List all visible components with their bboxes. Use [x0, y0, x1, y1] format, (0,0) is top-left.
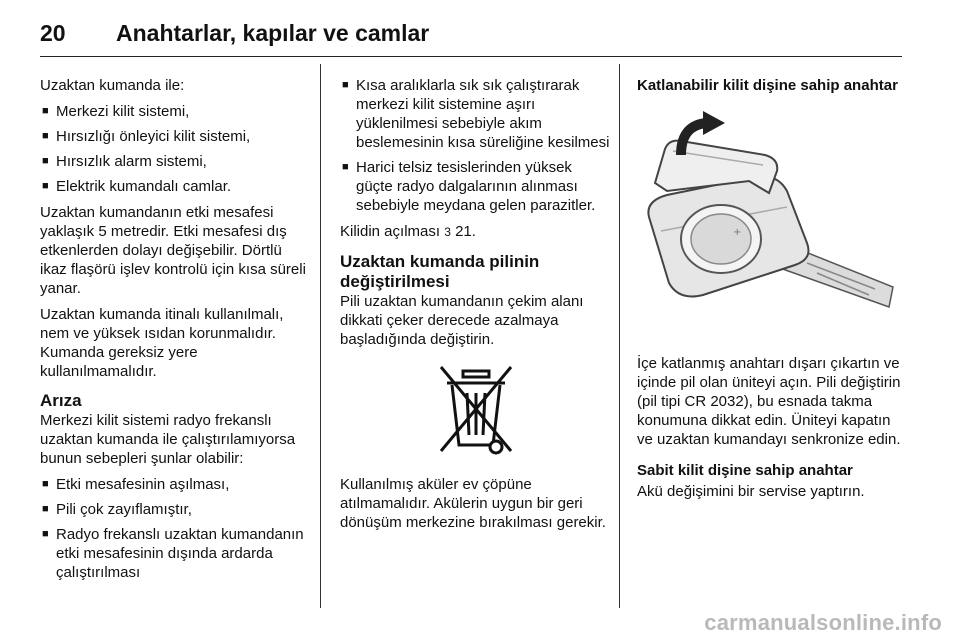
battery-heading: Uzaktan kumanda pilinin değiştirilmesi [340, 252, 540, 291]
fixed-key-heading: Sabit kilit dişine sahip anahtar [637, 462, 853, 479]
column-3 [637, 76, 907, 508]
fault-paragraph: Merkezi kilit sistemi radyo frekanslı uzaktan kumanda ile çalıştırılamıyorsa bunun sebepleri şunlar olabilir: [40, 412, 296, 467]
fault-heading: Arıza [40, 391, 82, 410]
list-item: ■ Pili çok zayıflamıştır, [40, 500, 312, 519]
unlock-reference [340, 222, 612, 242]
battery-paragraph: Pili uzaktan kumandanın çekim alanı dikkati çeker derecede azalmaya başladığında değiştirin. [340, 293, 584, 348]
list-item: ■ Radyo frekanslı uzaktan kumandanın etki mesafesinin dışında ardarda çalıştırılması [40, 525, 312, 582]
list-item: ■ Etki mesafesinin aşılması, [40, 475, 312, 494]
list-item: ■ Harici telsiz tesislerinden yüksek güçte radyo dalgalarının alınması sebebiyle meydana gelen parazitler. [340, 158, 612, 215]
remote-functions-list [40, 102, 312, 196]
column-1 [40, 76, 312, 589]
crossed-out-bin-icon [437, 363, 515, 459]
list-item: ■ Merkezi kilit sistemi, [40, 102, 312, 121]
page-header [40, 16, 902, 57]
svg-text:+: + [733, 227, 742, 238]
unlock-page-link[interactable]: 21. [455, 223, 476, 240]
care-paragraph: Uzaktan kumanda itinalı kullanılmalı, nem ve yüksek ısıdan korunmalıdır. Kumanda gereksiz yere kullanılmamalıdır. [40, 306, 284, 380]
folding-key-illustration [637, 111, 901, 333]
unlock-text: Kilidin açılması [340, 223, 441, 240]
page-number: 20 [40, 20, 66, 46]
column-2 [340, 76, 612, 539]
watermark: carmanualsonline.info [704, 610, 942, 635]
remote-intro: Uzaktan kumanda ile: [40, 77, 185, 94]
disposal-paragraph: Kullanılmış aküler ev çöpüne atılmamalıdır. Akülerin uygun bir geri dönüşüm merkezine bırakılması gerekir. [340, 476, 606, 531]
fixed-key-paragraph: Akü değişimini bir servise yaptırın. [637, 483, 865, 500]
bin-figure [340, 363, 612, 459]
column-divider-2 [619, 64, 620, 608]
list-item: ■ Kısa aralıklarla sık sık çalıştırarak merkezi kilit sistemine aşırı yüklenilmesi sebebiyle akım beslemesinin kısa süreliğine kesilmesi [340, 76, 612, 152]
folding-key-heading: Katlanabilir kilit dişine sahip anahtar [637, 77, 898, 94]
folding-key-paragraph: İçe katlanmış anahtarı dışarı çıkartın ve içinde pil olan üniteyi açın. Pili değiştirin (pil tipi CR 2032), bu esnada takma konumuna dikkat edin. Üniteyi kapatın ve uzaktan kumandayı senkronize edin. [637, 355, 901, 448]
fault-causes-list [40, 475, 312, 582]
list-item: ■ Elektrik kumandalı camlar. [40, 177, 312, 196]
list-item: ■ Hırsızlığı önleyici kilit sistemi, [40, 127, 312, 146]
page-reference-arrow-icon: 3 [444, 225, 451, 239]
list-item: ■ Hırsızlık alarm sistemi, [40, 152, 312, 171]
range-paragraph: Uzaktan kumandanın etki mesafesi yaklaşık 5 metredir. Etki mesafesi dış etkenlerden dolayı değişebilir. Dörtlü ikaz flaşörü işlev kontrolü için kısa süreli yanar. [40, 204, 306, 297]
fault-causes-continued [340, 76, 612, 215]
column-divider-1 [320, 64, 321, 608]
page-title: Anahtarlar, kapılar ve camlar [116, 20, 430, 46]
